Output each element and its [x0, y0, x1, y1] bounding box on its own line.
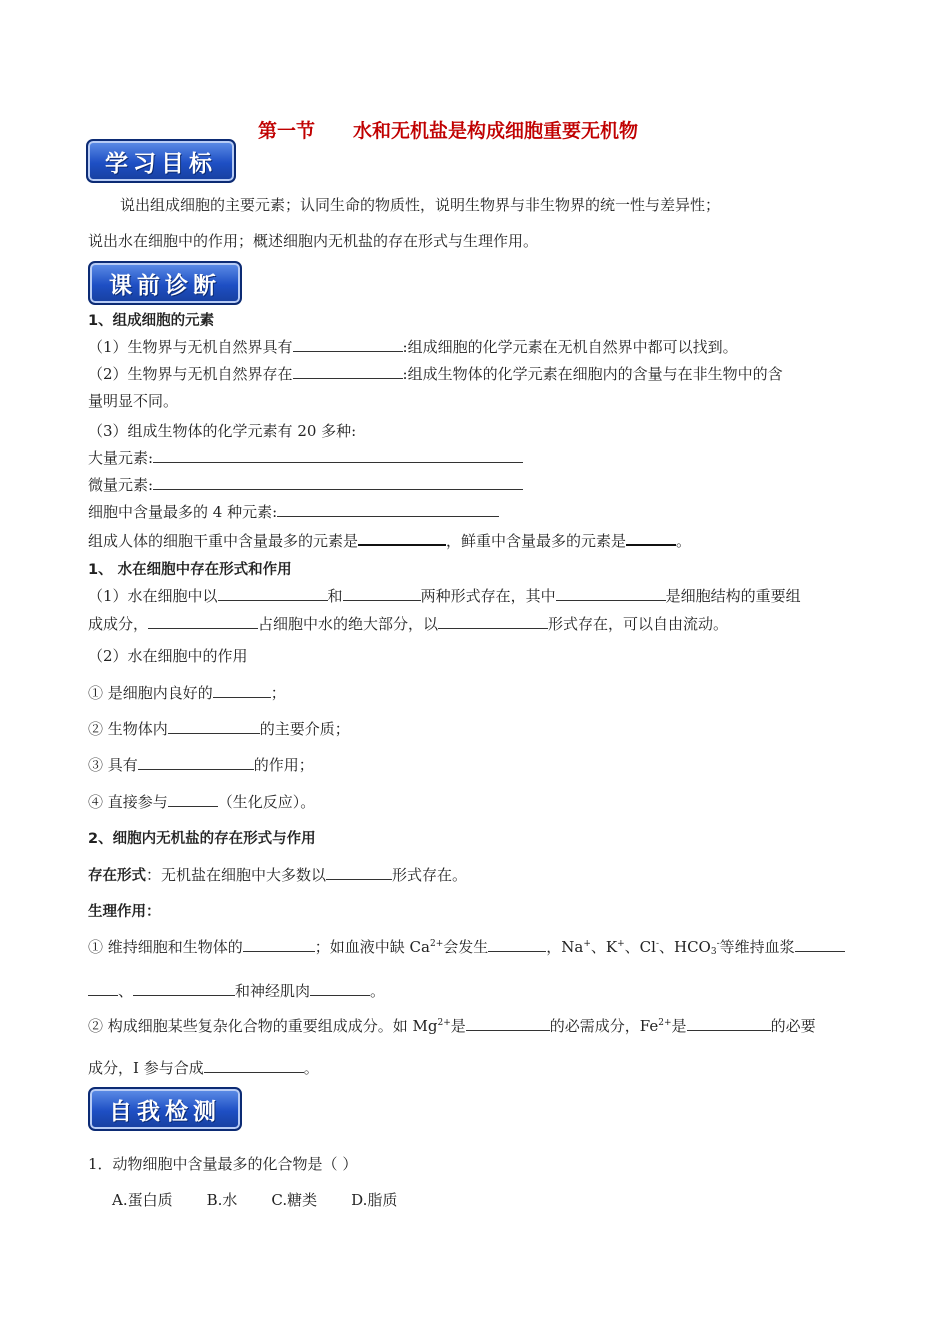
blank-thyroxine[interactable] — [204, 1057, 304, 1073]
hco-subscript: 3 — [710, 947, 717, 957]
water-forms-text-a: （1）水在细胞中以 — [88, 587, 218, 605]
water-role-4-end: （生化反应）。 — [217, 793, 316, 811]
salt-func-1-sep: 、 — [118, 982, 134, 1000]
human-elements-line — [88, 529, 691, 551]
salt-function-2-cont — [88, 1057, 319, 1078]
fe-charge: 2+ — [658, 1018, 672, 1028]
blank-free-form[interactable] — [438, 613, 548, 629]
salt-func-1-k: 、K — [590, 938, 618, 956]
item-unity — [88, 336, 738, 357]
blank-fresh-weight[interactable] — [626, 529, 676, 546]
blank-difference[interactable] — [293, 363, 403, 379]
water-role-4-text: ④ 直接参与 — [88, 793, 168, 811]
salt-func-1-end: 。 — [370, 982, 386, 1000]
title-text: 水和无机盐是构成细胞重要无机物 — [353, 120, 639, 142]
blank-reaction[interactable] — [168, 791, 218, 807]
salt-form-label: 存在形式 — [88, 868, 146, 884]
trace-elements-label: 微量元素: — [88, 476, 154, 494]
water-forms-text-f: 占细胞中水的绝大部分，以 — [258, 615, 439, 633]
water-role-heading: （2）水在细胞中的作用 — [88, 647, 248, 665]
blank-transport[interactable] — [168, 718, 260, 734]
water-role-1-text: ① 是细胞内良好的 — [88, 684, 213, 702]
cl-charge: - — [655, 939, 659, 949]
blank-free-water[interactable] — [148, 613, 258, 629]
water-role-1-end: ； — [270, 684, 286, 702]
section-heading-elements: 1、组成细胞的元素 — [88, 313, 215, 329]
item-difference-cont: 量明显不同。 — [88, 392, 179, 410]
blank-trace-elements[interactable] — [153, 474, 523, 490]
salt-func-2-text-f: 成分，I 参与合成 — [88, 1059, 204, 1077]
salt-function-1-cont — [88, 980, 385, 1001]
water-role-4 — [88, 791, 315, 812]
blank-water-form-1[interactable] — [218, 585, 328, 601]
blank-bound-water[interactable] — [556, 585, 666, 601]
blank-dry-weight[interactable] — [358, 529, 446, 546]
badge-self-test: 自我检测 — [88, 1087, 242, 1131]
water-role-2-text: ② 生物体内 — [88, 720, 168, 738]
mg-charge: 2+ — [437, 1018, 451, 1028]
water-role-1 — [88, 682, 286, 703]
salt-func-1-text-c: 会发生 — [443, 938, 489, 956]
major-elements-label: 大量元素: — [88, 449, 154, 467]
salt-function-2 — [88, 1015, 816, 1036]
salt-func-2-end: 。 — [303, 1059, 319, 1077]
trace-elements-line — [88, 474, 523, 495]
quiz-option-b[interactable]: B.水 — [206, 1191, 238, 1209]
human-fresh-text: ，鲜重中含量最多的元素是 — [446, 532, 627, 550]
blank-chlorophyll[interactable] — [466, 1015, 550, 1031]
page-title — [258, 116, 638, 143]
water-role-2-end: 的主要介质； — [259, 720, 350, 738]
top4-elements-label: 细胞中含量最多的 4 种元素: — [88, 503, 278, 521]
item-unity-text: （1）生物界与无机自然界具有 — [88, 338, 293, 356]
salt-func-2-text-e: 的必要 — [770, 1017, 816, 1035]
salt-func-1-text-g: 和神经肌肉 — [235, 982, 311, 1000]
salt-function-label: 生理作用： — [88, 904, 161, 920]
salt-form-line — [88, 864, 467, 885]
section-heading-water: 1、 水在细胞中存在形式和作用 — [88, 562, 292, 578]
k-charge: + — [617, 939, 625, 949]
salt-func-1-cl: 、Cl — [624, 938, 656, 956]
section-heading-salts: 2、细胞内无机盐的存在形式与作用 — [88, 831, 316, 847]
quiz-question-1: 1．动物细胞中含量最多的化合物是（ ） — [88, 1155, 358, 1173]
water-forms-text-c: 两种形式存在，其中 — [420, 587, 556, 605]
blank-life-activity[interactable] — [243, 936, 315, 952]
salt-func-1-text-e: 等维持血浆 — [719, 938, 795, 956]
salt-func-1-na: ，Na — [546, 938, 584, 956]
blank-excitability[interactable] — [310, 980, 370, 996]
salt-func-1-text-a: ① 维持细胞和生物体的 — [88, 938, 243, 956]
blank-top4-elements[interactable] — [277, 501, 499, 517]
water-forms-text-e: 成成分， — [88, 615, 149, 633]
salt-form-text: ：无机盐在细胞中大多数以 — [146, 866, 327, 884]
salt-function-1 — [88, 936, 845, 957]
blank-plasma-1[interactable] — [795, 936, 845, 952]
water-forms-line-2 — [88, 613, 728, 634]
salt-func-1-text-b: ；如血液中缺 Ca — [314, 938, 430, 956]
water-role-3-end: 的作用； — [253, 756, 314, 774]
blank-ion-form[interactable] — [326, 864, 392, 880]
water-forms-text-d: 是细胞结构的重要组 — [665, 587, 801, 605]
salt-func-2-text-a: ② 构成细胞某些复杂化合物的重要组成成分。如 Mg — [88, 1017, 438, 1035]
water-role-3-text: ③ 具有 — [88, 756, 138, 774]
water-forms-text-g: 形式存在，可以自由流动。 — [548, 615, 729, 633]
water-forms-text-b: 和 — [327, 587, 343, 605]
salt-func-1-hco: 、HCO — [659, 938, 711, 956]
water-forms-line — [88, 585, 801, 606]
blank-solvent[interactable] — [213, 682, 271, 698]
top4-elements-line — [88, 501, 499, 522]
quiz-options — [112, 1189, 397, 1210]
blank-unity[interactable] — [293, 336, 403, 352]
badge-pre-class-diagnosis: 课前诊断 — [88, 261, 242, 305]
water-role-3 — [88, 754, 314, 775]
goals-line-1: 说出组成细胞的主要元素；认同生命的物质性，说明生物界与非生物界的统一性与差异性； — [120, 196, 721, 214]
quiz-option-c[interactable]: C.糖类 — [271, 1191, 318, 1209]
na-charge: + — [583, 939, 591, 949]
blank-plasma-1-cont[interactable] — [88, 980, 118, 996]
blank-buffer[interactable] — [138, 754, 254, 770]
title-section: 第一节 — [258, 120, 316, 142]
human-end: 。 — [676, 532, 692, 550]
salt-form-end: 形式存在。 — [392, 866, 468, 884]
hco-charge: - — [716, 939, 720, 949]
item-difference — [88, 363, 783, 384]
item-unity-desc: :组成细胞的化学元素在无机自然界中都可以找到。 — [402, 338, 738, 356]
blank-plasma-2[interactable] — [133, 980, 235, 996]
ca-charge: 2+ — [429, 939, 444, 949]
item-element-count: （3）组成生物体的化学元素有 20 多种: — [88, 422, 357, 440]
salt-func-2-text-b: 是 — [450, 1017, 466, 1035]
quiz-option-a[interactable]: A.蛋白质 — [112, 1191, 173, 1209]
salt-func-2-text-c: 的必需成分，Fe — [549, 1017, 659, 1035]
salt-func-2-text-d: 是 — [671, 1017, 687, 1035]
item-difference-desc: :组成生物体的化学元素在细胞内的含量与在非生物中的含 — [402, 365, 783, 383]
blank-hemoglobin[interactable] — [687, 1015, 771, 1031]
blank-symptom[interactable] — [488, 936, 546, 952]
item-difference-text: （2）生物界与无机自然界存在 — [88, 365, 293, 383]
quiz-option-d[interactable]: D.脂质 — [351, 1191, 398, 1209]
water-role-2 — [88, 718, 350, 739]
human-dry-text: 组成人体的细胞干重中含量最多的元素是 — [88, 532, 359, 550]
major-elements-line — [88, 447, 523, 468]
blank-water-form-2[interactable] — [343, 585, 421, 601]
blank-major-elements[interactable] — [153, 447, 523, 463]
badge-learning-goals: 学习目标 — [86, 139, 236, 183]
goals-line-2: 说出水在细胞中的作用；概述细胞内无机盐的存在形式与生理作用。 — [88, 232, 539, 250]
